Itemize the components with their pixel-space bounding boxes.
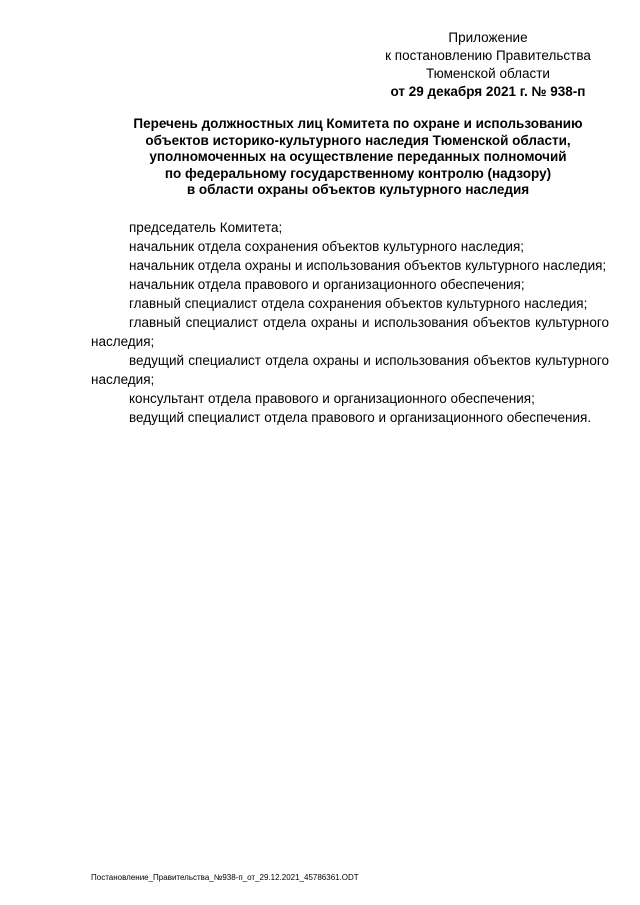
list-item: начальник отдела сохранения объектов культурного наследия; — [129, 239, 525, 254]
document-title — [100, 116, 616, 199]
title-line-2: объектов историко-культурного наследия Тюменской области, — [145, 132, 571, 148]
annex-header — [360, 29, 616, 101]
list-item: ведущий специалист отдела правового и организационного обеспечения. — [129, 410, 592, 425]
title-line-1: Перечень должностных лиц Комитета по охране и использованию — [133, 116, 583, 131]
list-item: ведущий специалист отдела охраны и использования объектов культурного наследия; — [91, 353, 609, 387]
officials-list — [91, 218, 609, 427]
list-item: главный специалист отдела охраны и использования объектов культурного наследия; — [91, 315, 609, 349]
title-line-3: уполномоченных на осуществление переданных полномочий — [149, 149, 567, 164]
list-item: консультант отдела правового и организационного обеспечения; — [129, 391, 535, 406]
annex-label: Приложение — [448, 30, 528, 45]
list-item: председатель Комитета; — [129, 220, 283, 235]
title-line-4: по федеральному государственному контролю (надзору) — [164, 165, 552, 181]
list-item: начальник отдела правового и организационного обеспечения; — [129, 277, 525, 292]
annex-date-number: от 29 декабря 2021 г. № 938-п — [390, 84, 586, 99]
annex-region: Тюменской области — [426, 66, 550, 81]
title-line-5: в области охраны объектов культурного наследия — [186, 182, 530, 197]
list-item: главный специалист отдела сохранения объектов культурного наследия; — [129, 296, 588, 311]
list-item: начальник отдела охраны и использования объектов культурного наследия; — [129, 258, 607, 273]
annex-reference: к постановлению Правительства — [385, 48, 591, 63]
footer-filename: Постановление_Правительства_№938-п_от_29.12.2021_45786361.ODT — [91, 873, 359, 882]
